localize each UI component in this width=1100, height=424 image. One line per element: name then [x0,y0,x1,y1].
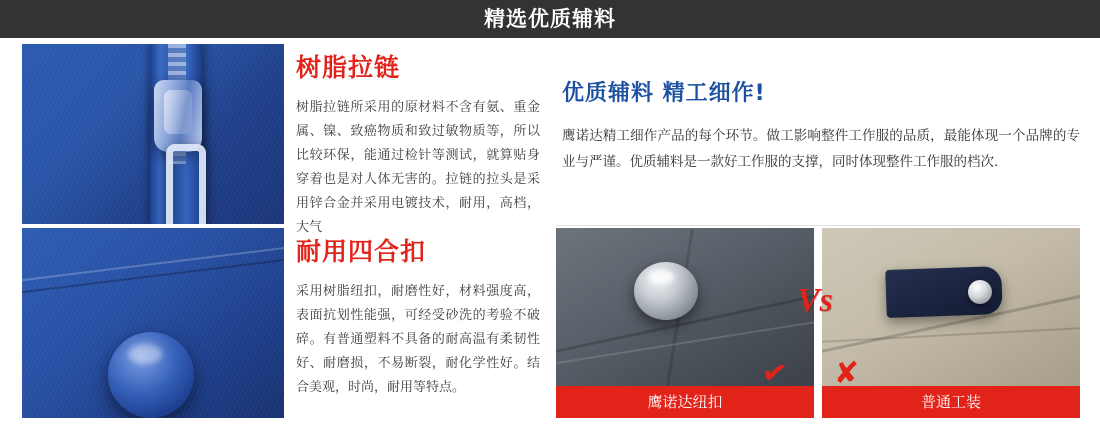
zipper-pull-tab [166,144,206,224]
zipper-body-text: 树脂拉链所采用的原材料不含有氨、重金属、镍、致癌物质和致过敏物质等，所以比较环保，能通过检针等测试，就算贴身穿着也是对人体无害的。拉链的拉头是采用锌合金并采用电镀技术，耐用，高档，大气 [296,100,540,235]
snap-button-photo [22,228,284,418]
ordinary-workwear-photo [822,228,1080,386]
snap-text-block [296,232,540,400]
caption-bad: 普通工装 [822,386,1080,418]
tab-snap-button [968,280,992,304]
promo-title: 优质辅料 精工细作! [562,81,766,106]
cross-mark-icon: ✘ [834,356,860,391]
promo-block [562,76,1080,175]
caption-good: 鹰诺达纽扣 [556,386,814,418]
vs-label: Vs [797,282,833,319]
header-banner [0,0,1100,38]
comparison-card-bad [822,228,1080,418]
check-mark-icon: ✔ [759,354,790,393]
resin-snap-button [108,332,194,418]
resin-zipper-photo [22,44,284,224]
zipper-text-block [296,48,540,240]
banner-title: 精选优质辅料 [484,7,616,31]
zipper-slider [154,80,202,152]
section-divider [556,225,1080,226]
snap-heading: 耐用四合扣 [296,237,427,266]
metal-snap-button [634,262,698,320]
snap-body-text: 采用树脂纽扣，耐磨性好，材料强度高，表面抗划性能强，可经受砂洗的考验不破碎。有普通塑料不具备的耐高温有柔韧性好、耐磨损，不易断裂，耐化学性好。结合美观，时尚，耐用等特点。 [296,284,540,395]
zipper-heading: 树脂拉链 [296,53,401,82]
promo-body-text: 鹰诺达精工细作产品的每个环节。做工影响整件工作服的品质，最能体现一个品牌的专业与严谨。优质辅料是一款好工作服的支撑，同时体现整件工作服的档次. [562,128,1080,170]
